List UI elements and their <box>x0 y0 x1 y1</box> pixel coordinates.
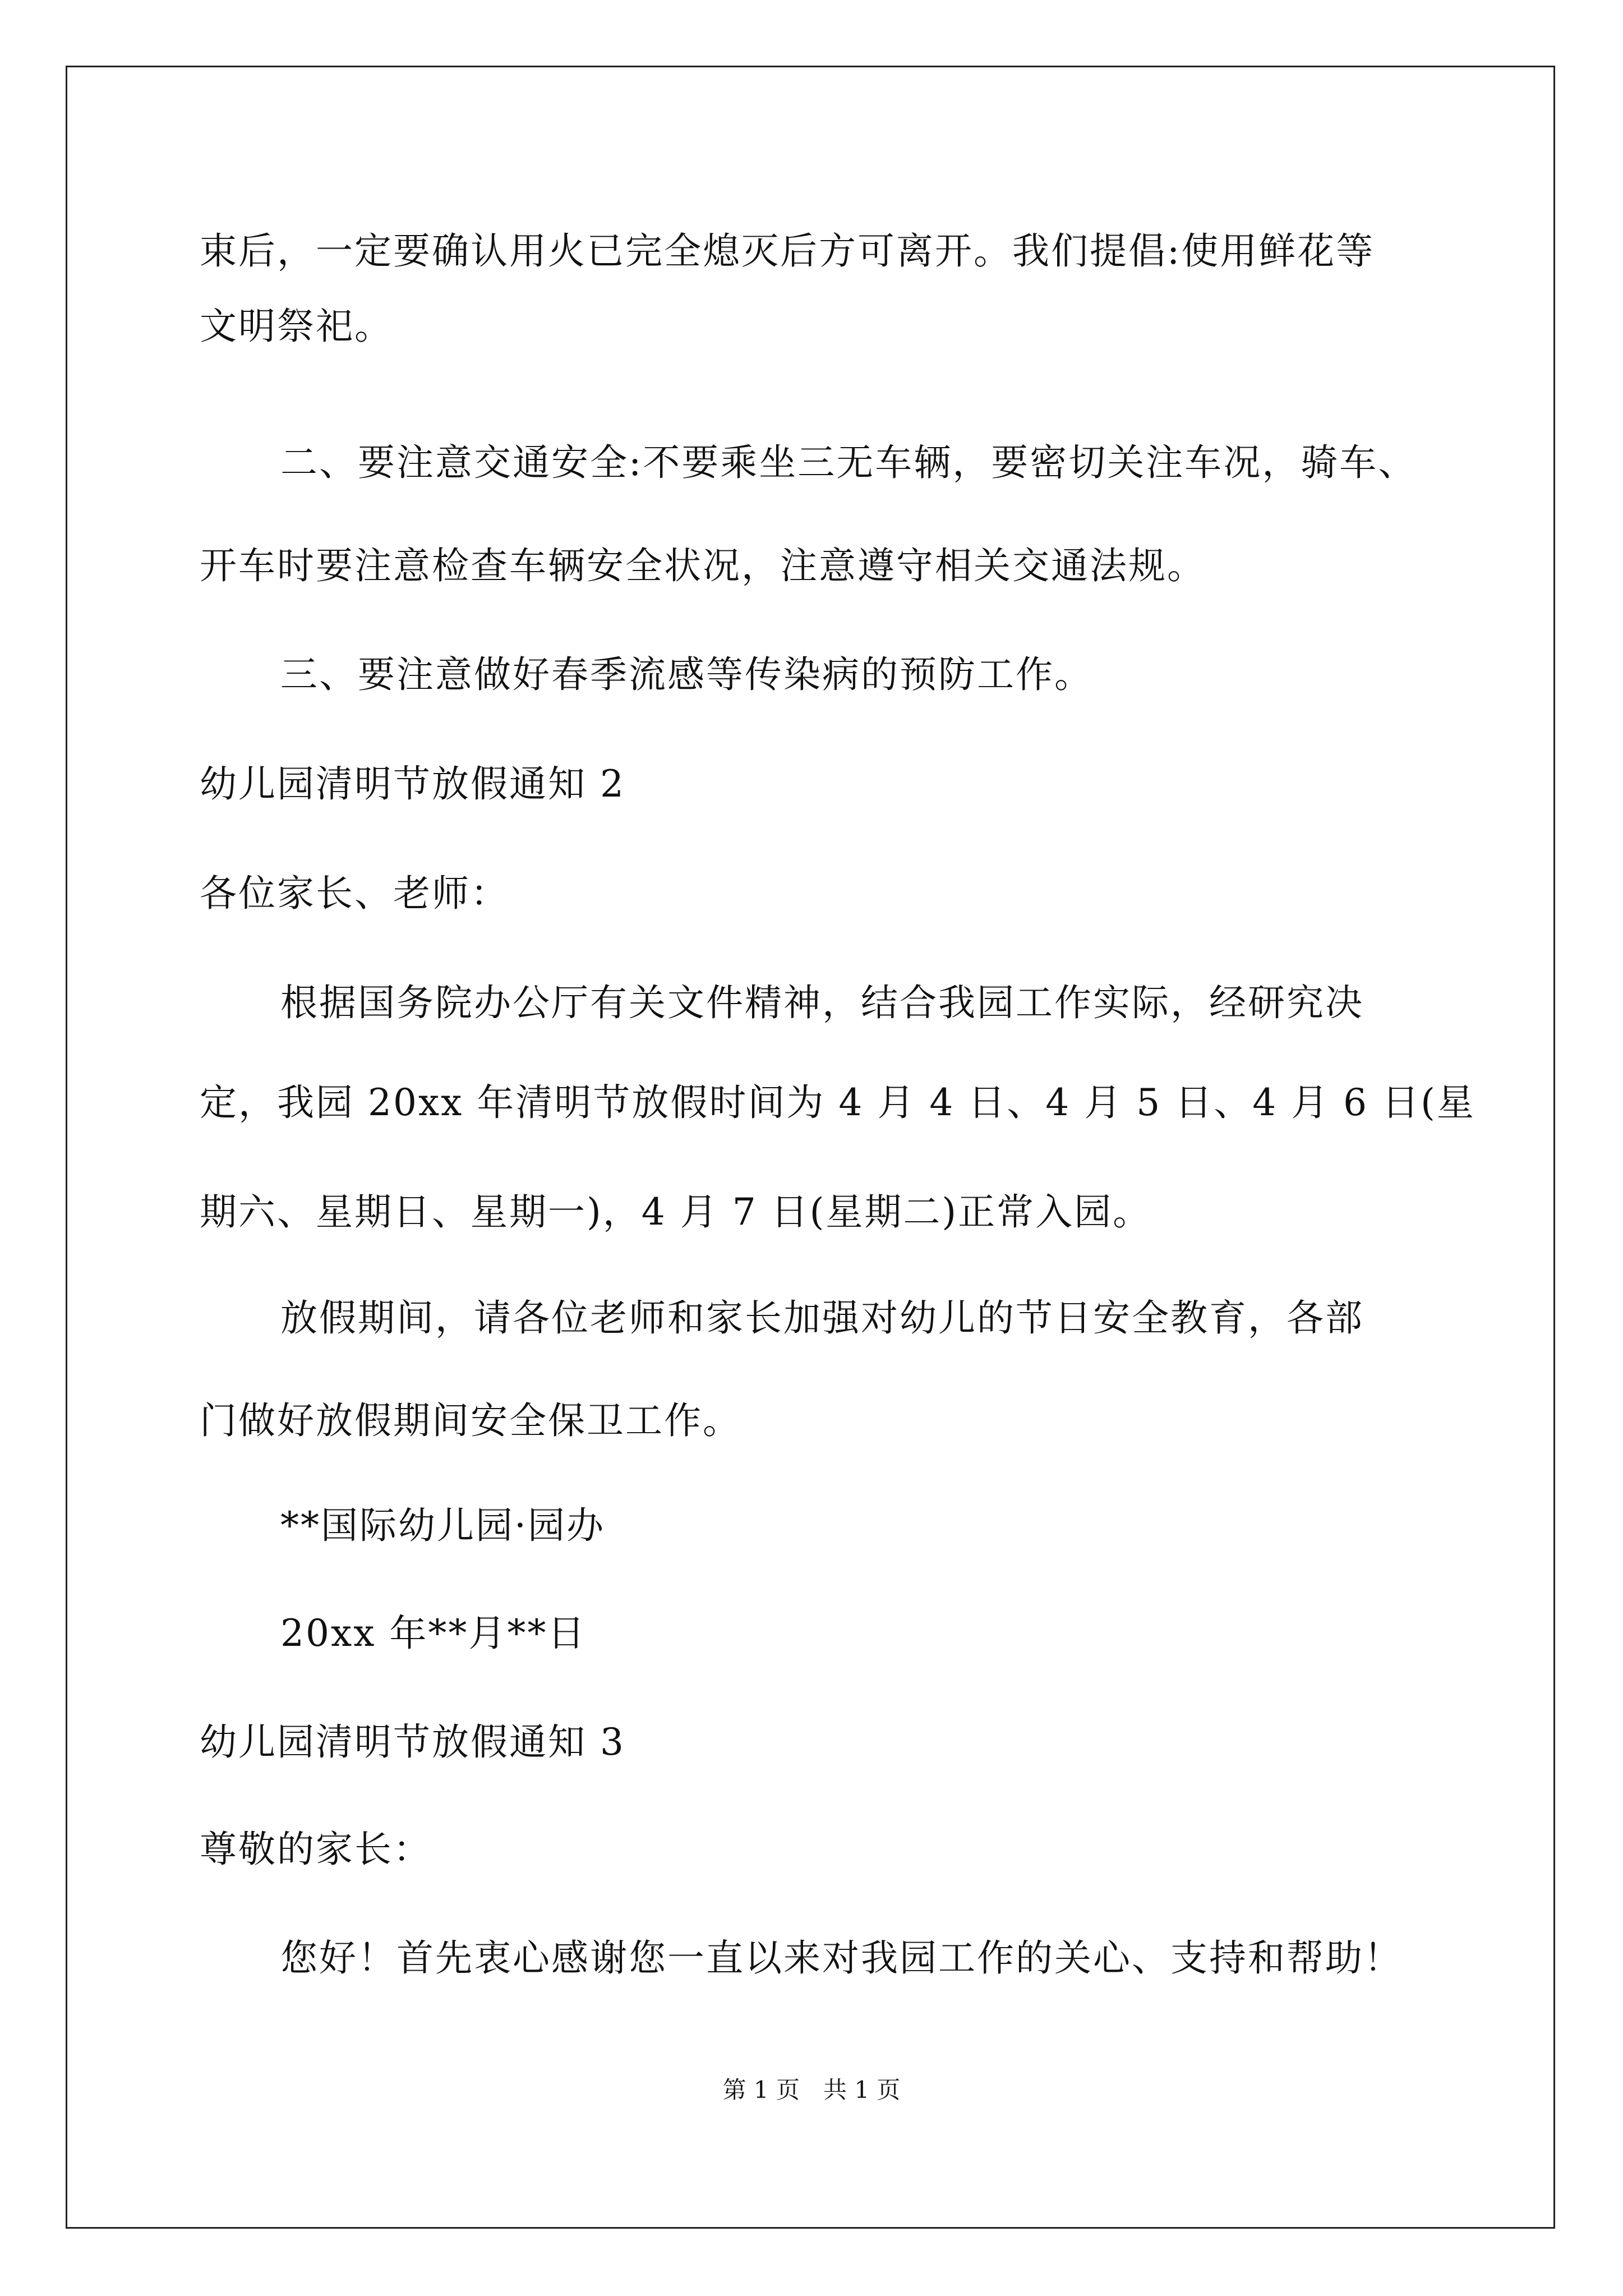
section-heading: 幼儿园清明节放假通知 3 <box>200 1720 625 1764</box>
signature-date: 20xx 年**月**日 <box>280 1612 587 1655</box>
paragraph-line: 开车时要注意检查车辆安全状况，注意遵守相关交通法规。 <box>200 544 1206 587</box>
paragraph-line: 期六、星期日、星期一)，4 月 7 日(星期二)正常入园。 <box>200 1190 1152 1234</box>
paragraph-line: 您好！首先衷心感谢您一直以来对我园工作的关心、支持和帮助！ <box>280 1936 1403 1980</box>
paragraph-line: 文明祭祀。 <box>200 305 393 348</box>
paragraph-line: 门做好放假期间安全保卫工作。 <box>200 1399 741 1442</box>
page-frame <box>66 66 1555 2229</box>
salutation: 各位家长、老师： <box>200 872 509 915</box>
section-heading: 幼儿园清明节放假通知 2 <box>200 762 625 806</box>
page-footer: 第 1 页 共 1 页 <box>722 2076 901 2104</box>
signature-organization: **国际幼儿园·园办 <box>280 1504 605 1547</box>
paragraph-line: 二、要注意交通安全:不要乘坐三无车辆，要密切关注车况，骑车、 <box>280 441 1417 484</box>
salutation: 尊敬的家长： <box>200 1828 432 1871</box>
paragraph-line: 三、要注意做好春季流感等传染病的预防工作。 <box>280 653 1093 696</box>
paragraph-line: 定，我园 20xx 年清明节放假时间为 4 月 4 日、4 月 5 日、4 月 6 日(星 <box>200 1081 1476 1124</box>
paragraph-line: 根据国务院办公厅有关文件精神，结合我园工作实际，经研究决 <box>280 981 1364 1024</box>
paragraph-line: 束后，一定要确认用火已完全熄灭后方可离开。我们提倡:使用鲜花等 <box>200 229 1375 273</box>
paragraph-line: 放假期间，请各位老师和家长加强对幼儿的节日安全教育，各部 <box>280 1296 1364 1340</box>
